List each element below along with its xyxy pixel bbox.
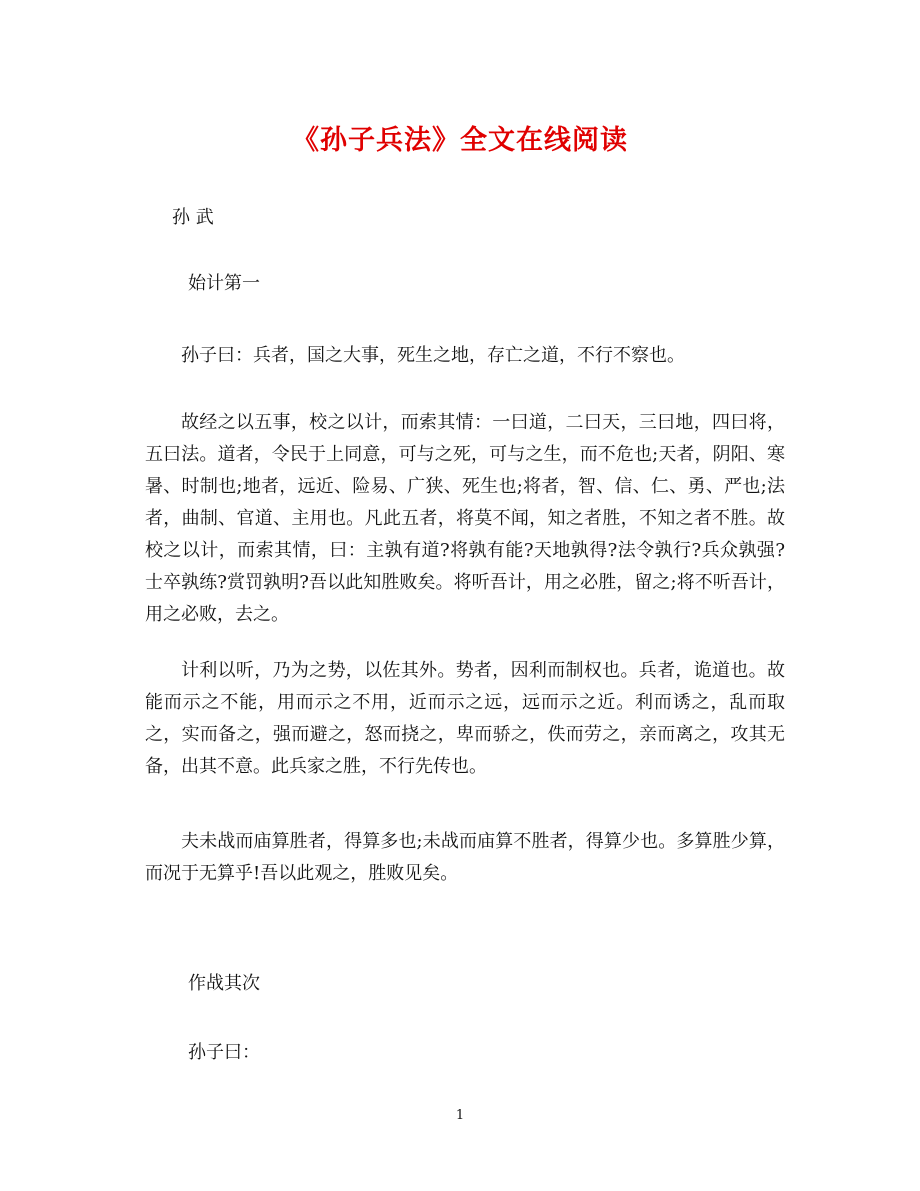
chapter-opening-line: 孙子曰： <box>188 1042 260 1063</box>
paragraph-3: 计利以听，乃为之势，以佐其外。势者，因利而制权也。兵者，诡道也。故能而示之不能，用而示之不用，近而示之远，远而示之近。利而诱之，乱而取之，实而备之，强而避之，怒而挠之，卑而骄之，佚而劳之，亲而离之，攻其无备，出其不意。此兵家之胜，不行先传也。 <box>145 660 785 777</box>
page-number: 1 <box>455 1108 465 1123</box>
document-title: 《孙子兵法》全文在线阅读 <box>292 125 628 156</box>
paragraph-4: 夫未战而庙算胜者，得算多也;未战而庙算不胜者，得算少也。多算胜少算，而况于无算乎!吾以此观之，胜败见矣。 <box>145 831 785 884</box>
chapter-heading: 始计第一 <box>188 273 260 294</box>
author-line: 孙 武 <box>172 207 214 228</box>
paragraph-1: 孙子曰：兵者，国之大事，死生之地，存亡之道，不行不察也。 <box>181 345 685 366</box>
paragraph-2: 故经之以五事，校之以计，而索其情：一曰道，二曰天，三曰地，四曰将，五曰法。道者，令民于上同意，可与之死，可与之生，而不危也;天者，阴阳、寒暑、时制也;地者，远近、险易、广狭、死生也;将者，智、信、仁、勇、严也;法者，曲制、官道、主用也。凡此五者，将莫不闻，知之者胜，不知之者不胜。故校之以计，而索其情，曰：主孰有道?将孰有能?天地孰得?法令孰行?兵众孰强?士卒孰练?赏罚孰明?吾以此知胜败矣。将听吾计，用之必胜，留之;将不听吾计，用之必败，去之。 <box>145 412 785 625</box>
chapter-heading: 作战其次 <box>188 973 260 994</box>
